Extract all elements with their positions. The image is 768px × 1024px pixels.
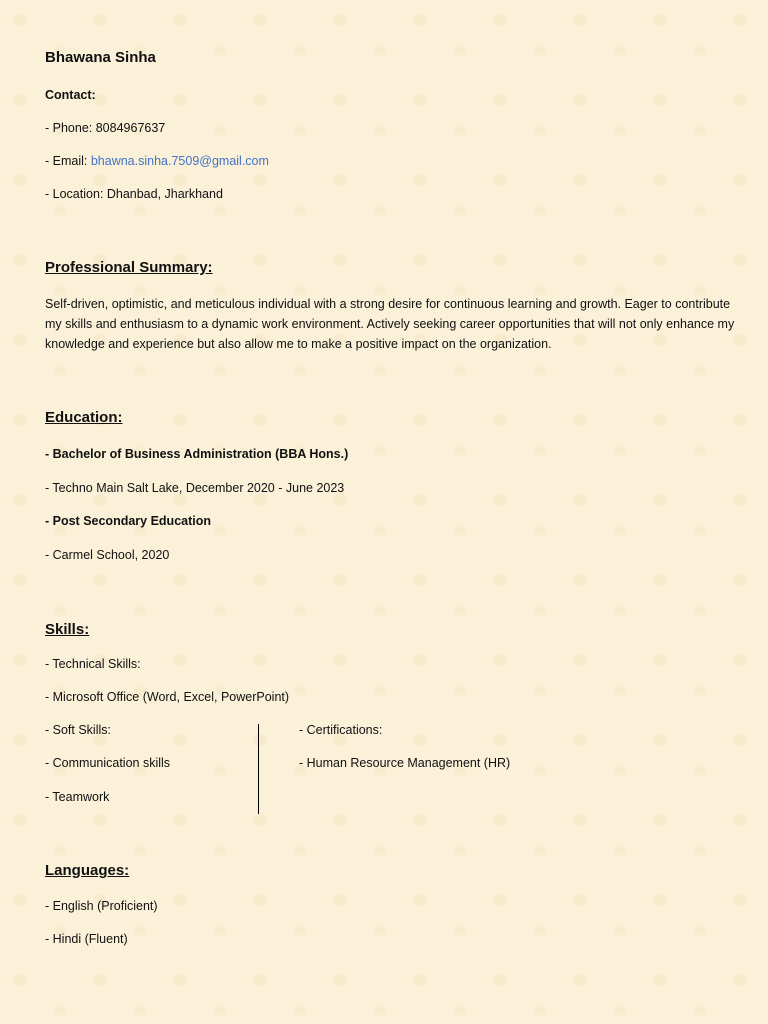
technical-skill-item: - Microsoft Office (Word, Excel, PowerPoint): [45, 690, 290, 704]
soft-skills-label: - Soft Skills:: [45, 723, 111, 737]
language-item: - English (Proficient): [45, 899, 158, 913]
certifications-label: - Certifications:: [299, 723, 383, 737]
candidate-name: Bhawana Sinha: [45, 49, 156, 66]
language-item: - Hindi (Fluent): [45, 932, 128, 946]
summary-text: Self-driven, optimistic, and meticulous individual with a strong desire for continuous learning and growth. Eager to contribute my skills and enthusiasm to a dynamic work environment. Actively seeking career opportunities that will not only enhance my knowledge and experience but also allow me to make a positive impact on the organization.: [45, 297, 735, 351]
phone-label: - Phone:: [45, 121, 96, 135]
languages-heading: Languages:: [45, 862, 130, 879]
education-heading: Education:: [45, 409, 123, 426]
soft-skill-item: - Teamwork: [45, 790, 110, 804]
certification-item: - Human Resource Management (HR): [299, 756, 511, 770]
education-degree-title: - Bachelor of Business Administration (BBA Hons.): [45, 447, 349, 461]
education-secondary-detail: - Carmel School, 2020: [45, 548, 170, 562]
email-link[interactable]: bhawna.sinha.7509@gmail.com: [90, 154, 269, 168]
contact-heading: Contact:: [45, 88, 96, 102]
phone-value: 8084967637: [95, 121, 166, 135]
education-secondary-title: - Post Secondary Education: [45, 514, 212, 528]
column-divider: [258, 724, 259, 814]
summary-heading: Professional Summary:: [45, 259, 213, 276]
skills-heading: Skills:: [45, 621, 90, 638]
soft-skill-item: - Communication skills: [45, 756, 171, 770]
technical-skills-label: - Technical Skills:: [45, 657, 141, 671]
contact-email: [45, 153, 269, 169]
contact-phone: [45, 120, 165, 136]
education-degree-detail: - Techno Main Salt Lake, December 2020 - June 2023: [45, 481, 345, 495]
contact-location: - Location: Dhanbad, Jharkhand: [45, 187, 223, 201]
email-label: - Email:: [45, 154, 91, 168]
